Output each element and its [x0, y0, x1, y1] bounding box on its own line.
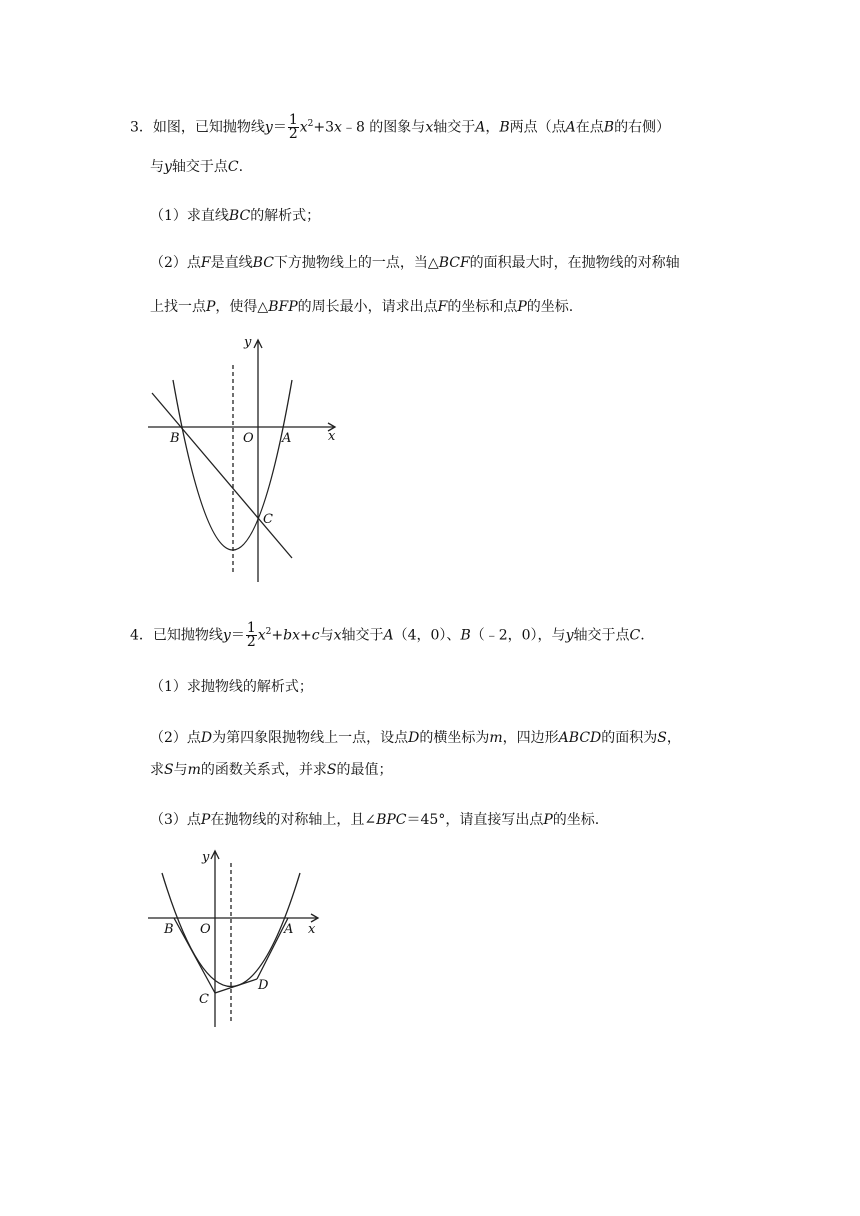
q4-line1: 4．已知抛物线y＝ $\frac{1}{2}$ $x^2+bx+c$与x轴交于A（4，0）、B（﹣2，0），与y轴交于点C.	[130, 620, 645, 650]
q3-label-y: y	[244, 335, 252, 350]
q4-label-a: A	[284, 922, 294, 937]
q4-part2-line2: 求S与m的函数关系式，并求S的最值；	[150, 762, 393, 778]
q3-figure	[140, 330, 350, 590]
q4-part1: （1）求抛物线的解析式；	[150, 679, 313, 695]
q4-label-c: C	[199, 992, 209, 1007]
q4-label-b: B	[164, 922, 174, 937]
q3-part2-line2: 上找一点P，使得△BFP的周长最小，请求出点F的坐标和点P的坐标.	[150, 299, 574, 315]
q3-part1: （1）求直线BC的解析式；	[150, 208, 321, 224]
q4-part2-line1: （2）点D为第四象限抛物线上一点，设点D的横坐标为m，四边形ABCD的面积为S，	[150, 730, 681, 746]
q3-line-bc	[152, 393, 292, 558]
q3-number: 3．	[130, 119, 153, 136]
q4-figure	[140, 845, 330, 1035]
q3-line1: 3．如图，已知抛物线y＝ $\frac{1}{2}$ $x^2+3x﹣8$ 的图象与x轴交于A，B两点（点A在点B的右侧）	[130, 112, 671, 142]
q4-fraction: $\frac{1}{2}$	[246, 620, 256, 650]
q4-number: 4．	[130, 627, 153, 644]
q3-label-b: B	[170, 431, 180, 446]
q4-segment-cd	[215, 979, 257, 993]
q3-label-c: C	[263, 512, 273, 527]
q4-label-d: D	[258, 978, 269, 993]
q4-label-o: O	[200, 922, 211, 937]
q4-label-y: y	[202, 850, 210, 865]
q3-part2-line1: （2）点F是直线BC下方抛物线上的一点，当△BCF的面积最大时，在抛物线的对称轴	[150, 255, 680, 271]
q3-fraction: $\frac{1}{2}$	[288, 112, 298, 142]
q3-label-x: x	[328, 429, 336, 444]
q3-label-a: A	[282, 431, 292, 446]
q4-label-x: x	[308, 922, 316, 937]
q3-line2: 与y轴交于点C.	[150, 159, 244, 175]
q4-part3: （3）点P在抛物线的对称轴上，且∠BPC＝45°，请直接写出点P的坐标.	[150, 812, 600, 828]
q3-label-o: O	[243, 431, 254, 446]
